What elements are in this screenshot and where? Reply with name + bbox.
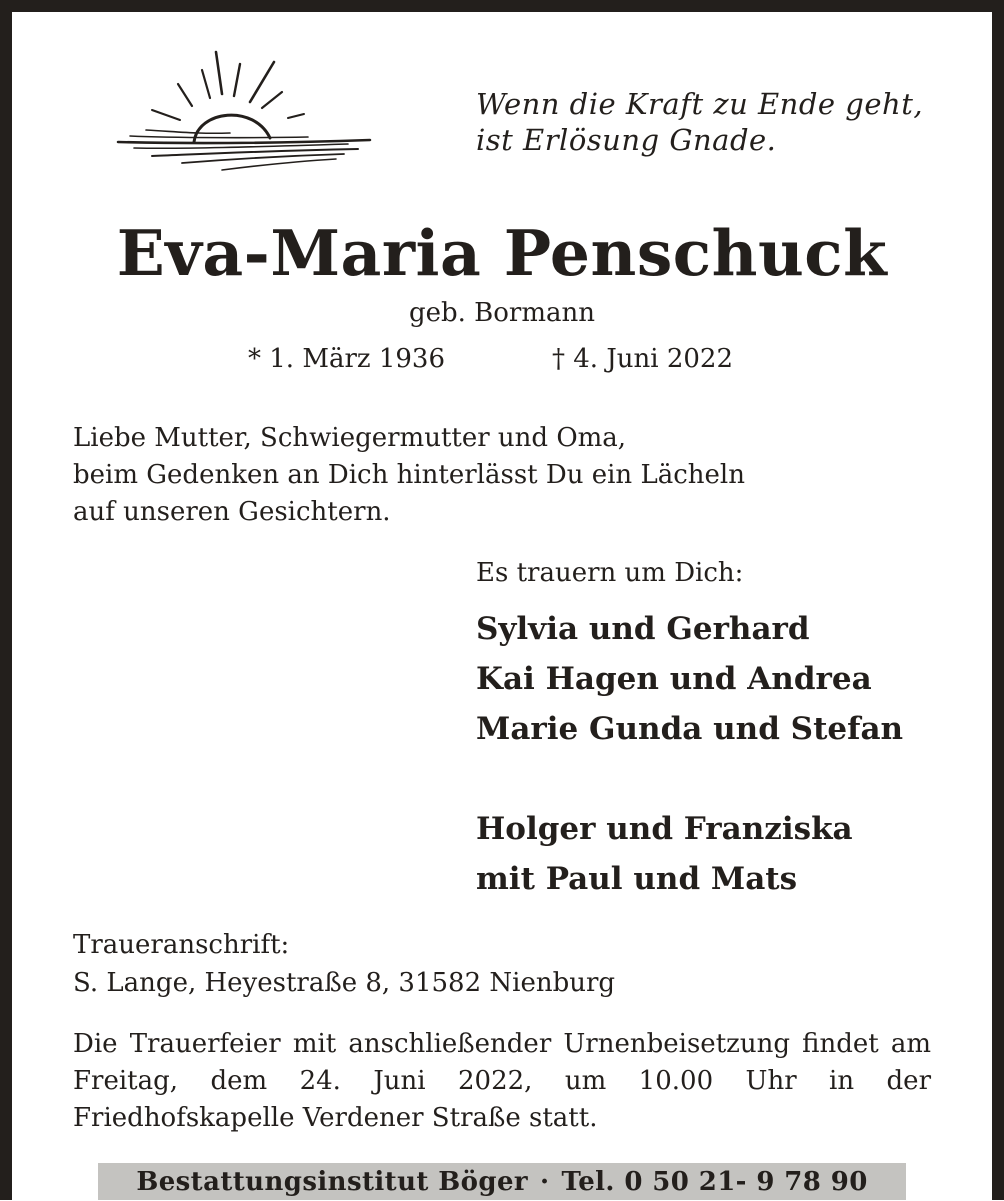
funeral-home-phone: Tel. 0 50 21- 9 78 90	[561, 1167, 868, 1197]
mourner-entry: Holger und Franziska	[476, 811, 853, 847]
dedication-text: Liebe Mutter, Schwiegermutter und Oma, beim Gedenken an Dich hinterlässt Du ein Lächeln auf unseren Gesichtern.	[73, 423, 745, 527]
funeral-home-name: Bestattungsinstitut Böger	[136, 1167, 528, 1197]
mourner-entry: Sylvia und Gerhard	[476, 611, 810, 647]
quote: Wenn die Kraft zu Ende geht, ist Erlösung Gnade.	[476, 87, 924, 157]
mourner-entry: mit Paul und Mats	[476, 861, 798, 897]
maiden-name: geb. Bormann	[408, 298, 596, 328]
deceased-name: Eva-Maria Penschuck	[116, 216, 888, 290]
setting-sun-icon	[112, 48, 376, 178]
mourner-entry: Marie Gunda und Stefan	[476, 711, 904, 747]
ceremony-notice: Die Trauerfeier mit anschließender Urnenbeisetzung findet am Freitag, dem 24. Juni 2022, um 10.00 Uhr in der Friedhofskapelle Verdener Straße statt.	[73, 1029, 931, 1133]
mourners-list	[476, 604, 903, 904]
funeral-home-footer	[98, 1163, 906, 1200]
footer-separator: ·	[539, 1167, 550, 1197]
mourners-intro: Es trauern um Dich:	[476, 558, 744, 588]
birth-date: * 1. März 1936	[248, 344, 446, 374]
mourner-entry: Kai Hagen und Andrea	[476, 661, 872, 697]
death-date: † 4. Juni 2022	[552, 344, 733, 374]
mourning-address: Traueranschrift: S. Lange, Heyestraße 8, 31582 Nienburg	[73, 930, 616, 998]
